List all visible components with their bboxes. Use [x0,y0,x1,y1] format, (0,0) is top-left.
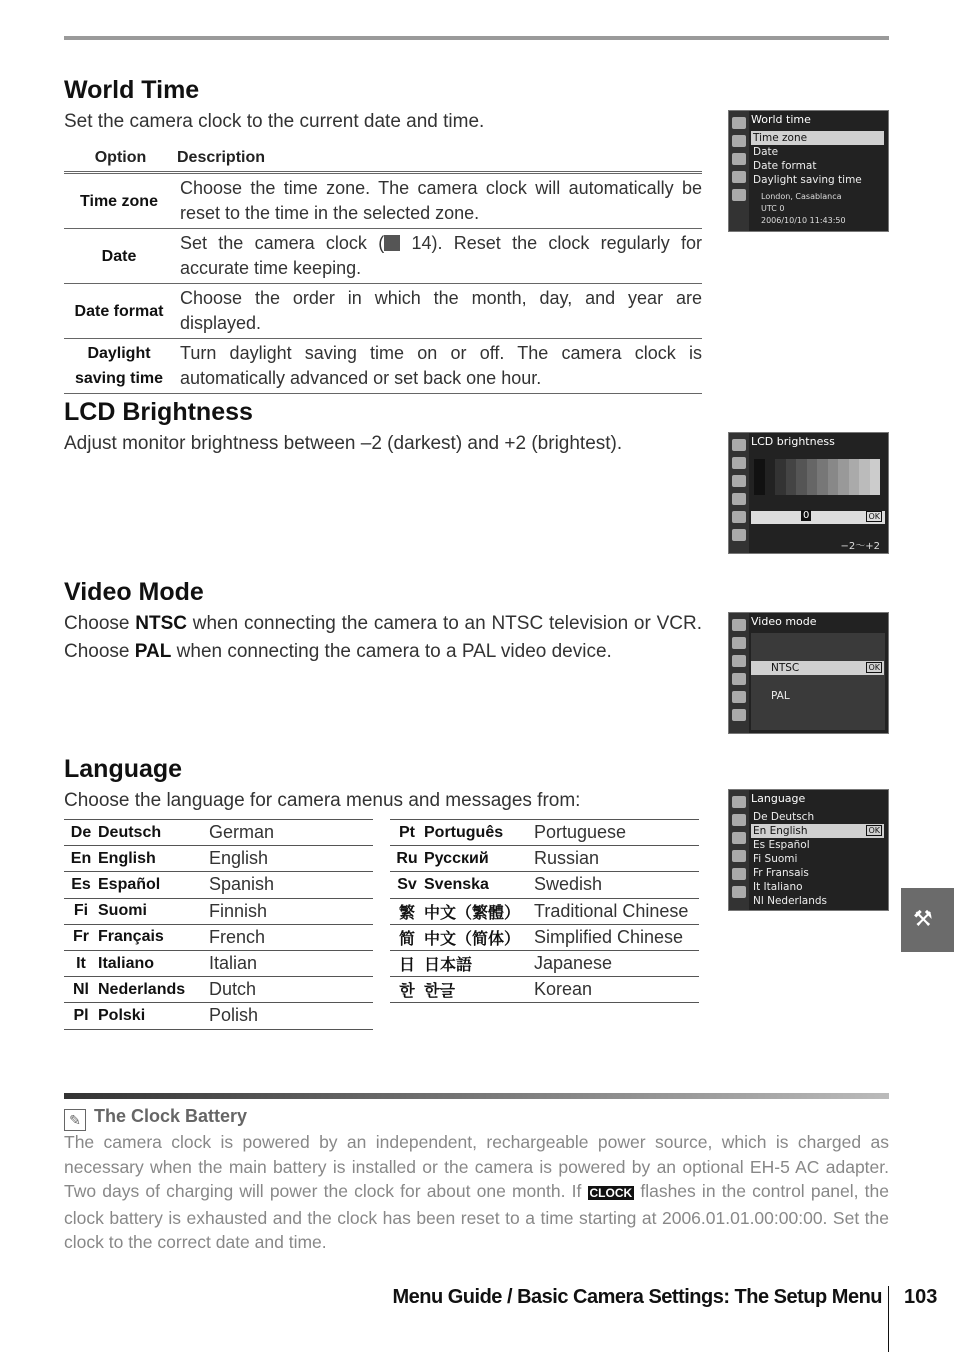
screen-city: London, Casablanca [761,192,842,201]
language-table-right [390,819,699,1003]
option-cell: Date [64,229,177,284]
option-cell: Daylight saving time [64,339,177,394]
screen-item: Nl Nederlands [753,895,828,907]
world-time-heading: World Time [64,76,200,104]
brightness-gradient [754,459,880,495]
language-screen [728,789,889,911]
menu-tabs [729,111,749,231]
screen-item: En English [751,824,884,838]
table-row [64,284,702,339]
table-row [64,173,702,229]
footer-divider [888,1286,889,1352]
ok-icon: OK [868,663,880,672]
table-row: 日 日本語 Japanese [390,950,699,976]
table-row [64,229,702,284]
table-row: Es Español Spanish [64,872,373,898]
col-option-header: Option [64,145,177,173]
menu-tabs [729,790,749,910]
menu-tabs [729,613,749,733]
language-table-left [64,819,373,1030]
note-body: The camera clock is powered by an independent, rechargeable power source, which is charged as necessary when the main battery is installed or the camera is powered by an optional EH-5 AC adapter. Two days of charging will power the clock for about one month. If CLOCK flashes in the control panel, the clock battery is exhausted and the clock has been reset to a time starting at 2006.01.01.00:00:00. Set the clock to the correct date and time. [64,1132,890,1252]
table-row: Ru Русский Russian [390,846,699,872]
brightness-range: −2～+2 [840,541,880,552]
screen-item: PAL [771,690,790,702]
lcd-intro: Adjust monitor brightness between –2 (darkest) and +2 (brightest). [64,433,623,454]
description-cell: Set the camera clock ( 14). Reset the clock regularly for accurate time keeping. [177,229,702,284]
lcd-heading: LCD Brightness [64,398,253,426]
table-row [64,339,702,394]
screen-item: Date [753,146,779,158]
note-rule [64,1093,889,1099]
table-row: Sv Svenska Swedish [390,872,699,898]
note-title: ✎ The Clock Battery [64,1106,247,1131]
language-intro: Choose the language for camera menus and messages from: [64,790,581,811]
screen-item: Time zone [751,131,884,145]
table-row: Fi Suomi Finnish [64,898,373,924]
page-number: 103 [904,1286,938,1308]
menu-tabs [729,433,749,553]
brightness-slider [751,511,885,524]
lcd-screen [728,432,889,554]
table-row: Fr Français French [64,924,373,950]
table-row: 繁 中文（繁體） Traditional Chinese [390,898,699,924]
screen-item: Daylight saving time [753,174,862,186]
description-cell: Choose the order in which the month, day, and year are displayed. [177,284,702,339]
ok-icon: OK [868,826,880,835]
description-cell: Choose the time zone. The camera clock will automatically be reset to the time in the selected zone. [177,173,702,229]
table-row: Pt Português Portuguese [390,820,699,846]
description-cell: Turn daylight saving time on or off. The camera clock is automatically advanced or set back one hour. [177,339,702,394]
screen-datetime: 2006/10/10 11:43:50 [761,216,846,225]
top-rule [64,36,889,40]
screen-title: LCD brightness [751,435,835,448]
screen-title: Language [751,792,806,805]
table-row: De Deutsch German [64,820,373,846]
pencil-icon: ✎ [64,1109,86,1131]
screen-item: Fr Fransais [753,867,809,879]
screen-title: Video mode [751,615,817,628]
screen-panel [751,633,885,730]
video-intro: Choose NTSC when connecting the camera to an NTSC television or VCR. Choose PAL when connecting the camera to a PAL video device. [64,613,702,662]
screen-item: Fi Suomi [753,853,798,865]
table-row: It Italiano Italian [64,950,373,976]
screen-item: Date format [753,160,817,172]
world-time-intro: Set the camera clock to the current date and time. [64,111,485,132]
video-heading: Video Mode [64,578,204,606]
world-time-screen [728,110,889,232]
video-screen [728,612,889,734]
table-row: 한 한글 Korean [390,977,699,1003]
screen-item: NTSC [751,661,884,675]
world-time-table [64,145,702,394]
table-row: 简 中文（简体） Simplified Chinese [390,924,699,950]
table-row: En English English [64,846,373,872]
brightness-value: 0 [803,510,810,521]
screen-title: World time [751,113,811,126]
wrench-icon: ⚒ [913,906,933,931]
table-row: Nl Nederlands Dutch [64,977,373,1003]
table-row: Pl Polski Polish [64,1003,373,1029]
screen-utc: UTC 0 [761,204,785,213]
option-cell: Date format [64,284,177,339]
screen-item: It Italiano [753,881,803,893]
screen-item: Es Español [753,839,810,851]
setup-menu-tab [901,888,954,952]
clock-badge-icon: CLOCK [589,1186,633,1200]
option-cell: Time zone [64,173,177,229]
col-description-header: Description [177,145,702,173]
page-reference-icon [384,235,400,251]
screen-item: De Deutsch [753,811,815,823]
language-heading: Language [64,755,183,783]
section-title: Menu Guide / Basic Camera Settings: The Setup Menu [392,1286,882,1308]
ok-icon: OK [868,512,880,521]
